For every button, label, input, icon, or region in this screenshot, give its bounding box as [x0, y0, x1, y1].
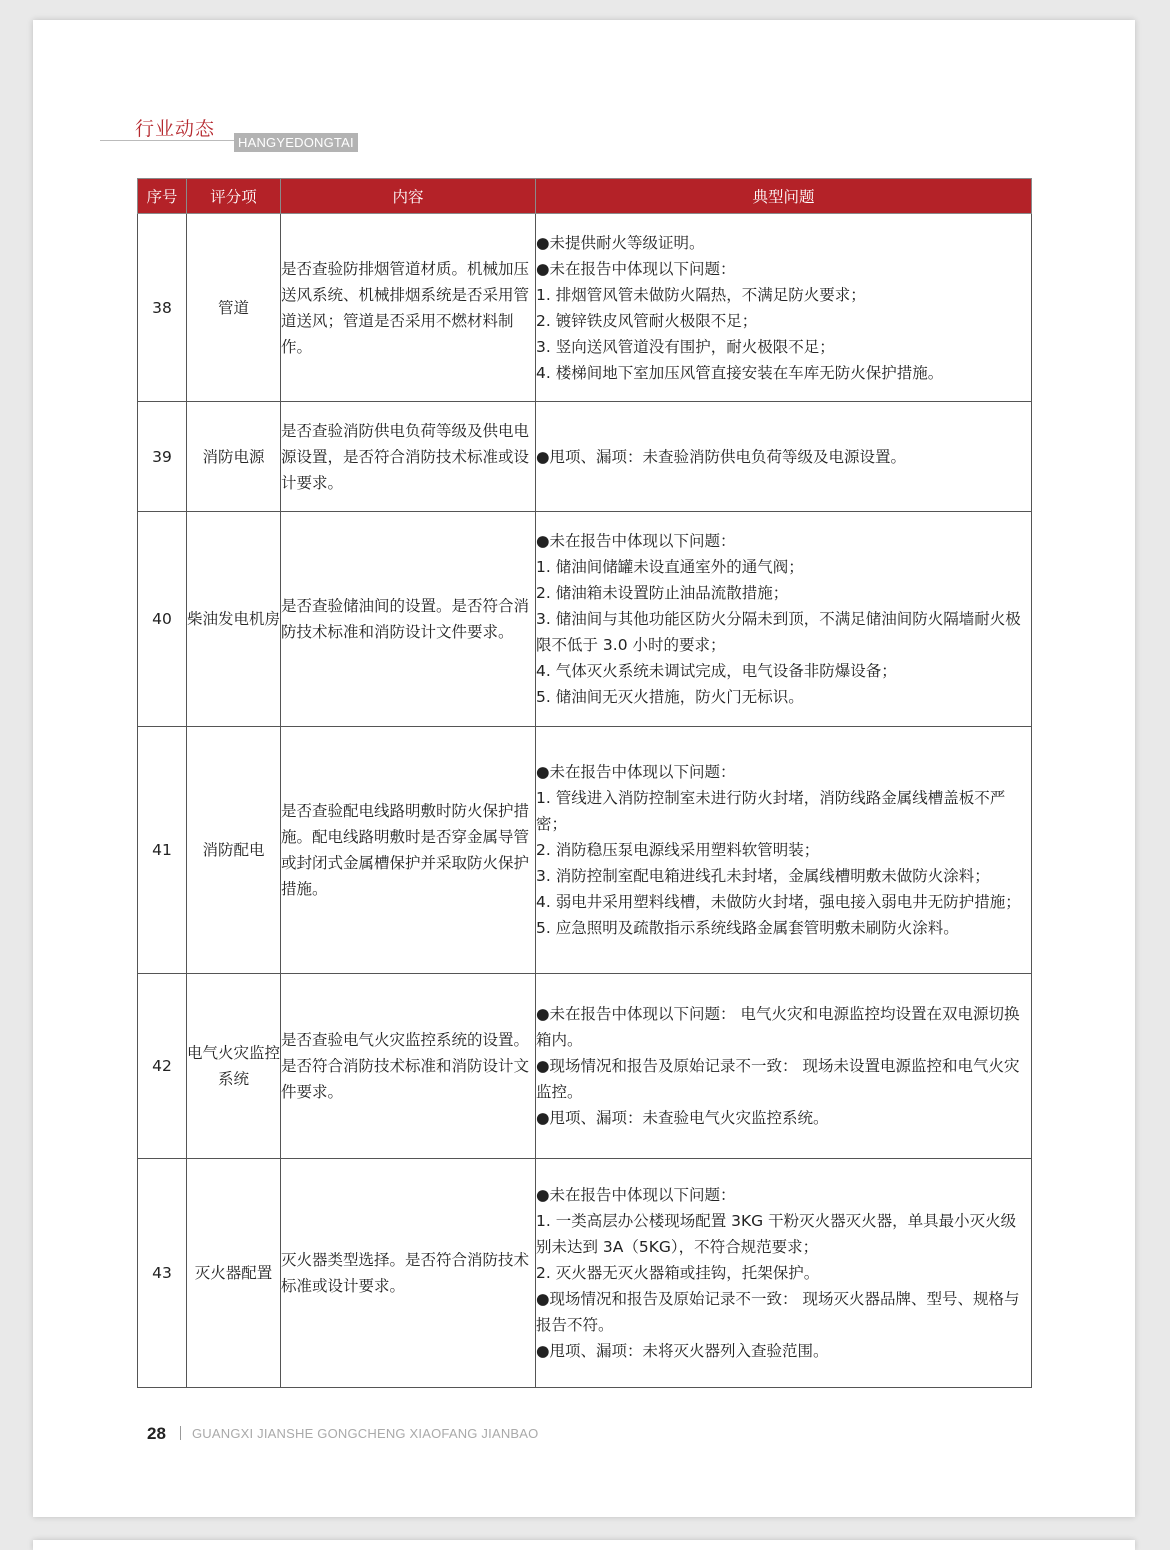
table-header-row [138, 179, 1032, 214]
row-number: 38 [138, 214, 187, 402]
issue-line: 1. 排烟管风管未做防火隔热，不满足防火要求； [536, 285, 866, 304]
issue-line: ●未提供耐火等级证明。 [536, 233, 705, 252]
row-number: 42 [138, 974, 187, 1159]
issue-line: ●未在报告中体现以下问题： 电气火灾和电源监控均设置在双电源切换箱内。 [536, 1005, 1020, 1049]
row-number: 40 [138, 512, 187, 727]
next-page-edge [33, 1540, 1135, 1550]
row-item: 柴油发电机房 [187, 512, 281, 727]
issue-line: ●未在报告中体现以下问题： [536, 763, 736, 781]
row-number: 41 [138, 727, 187, 974]
row-content: 是否查验防排烟管道材质。机械加压送风系统、机械排烟系统是否采用管道送风；管道是否采用不燃材料制作。 [281, 214, 536, 402]
row-number: 43 [138, 1159, 187, 1388]
row-item: 电气火灾监控系统 [187, 974, 281, 1159]
issue-line: ●甩项、漏项：未查验消防供电负荷等级及电源设置。 [536, 447, 907, 466]
issue-line: 4. 弱电井采用塑料线槽，未做防火封堵，强电接入弱电井无防护措施； [536, 893, 1021, 911]
row-issues [536, 974, 1032, 1159]
issue-line: 5. 应急照明及疏散指示系统线路金属套管明敷未刷防火涂料。 [536, 919, 959, 937]
section-title: 行业动态 [135, 118, 216, 140]
inspection-table [137, 178, 1032, 1388]
issue-line: 2. 镀锌铁皮风管耐火极限不足； [536, 311, 758, 330]
table-row [138, 727, 1032, 974]
table-row [138, 402, 1032, 512]
issue-line: 3. 消防控制室配电箱进线孔未封堵，金属线槽明敷未做防火涂料； [536, 867, 990, 885]
row-content: 是否查验储油间的设置。是否符合消防技术标准和消防设计文件要求。 [281, 512, 536, 727]
row-content: 是否查验消防供电负荷等级及供电电源设置，是否符合消防技术标准或设计要求。 [281, 402, 536, 512]
issue-line: 1. 一类高层办公楼现场配置 3KG 干粉灭火器灭火器，单具最小灭火级别未达到 3A（5KG），不符合规范要求； [536, 1212, 1017, 1256]
row-issues [536, 214, 1032, 402]
footer-divider [180, 1426, 181, 1440]
issue-line: ●未在报告中体现以下问题： [536, 532, 736, 550]
publication-name: GUANGXI JIANSHE GONGCHENG XIAOFANG JIANBAO [192, 1426, 539, 1441]
issue-line: ●甩项、漏项：未查验电气火灾监控系统。 [536, 1109, 829, 1127]
row-issues [536, 512, 1032, 727]
issue-line: 3. 竖向送风管道没有围护，耐火极限不足； [536, 337, 835, 356]
row-issues [536, 727, 1032, 974]
issue-line: ●未在报告中体现以下问题： [536, 1186, 736, 1204]
issue-line: 5. 储油间无灭火措施，防火门无标识。 [536, 688, 804, 706]
row-content: 是否查验配电线路明敷时防火保护措施。配电线路明敷时是否穿金属导管或封闭式金属槽保护并采取防火保护措施。 [281, 727, 536, 974]
table-row [138, 974, 1032, 1159]
issue-line: 4. 楼梯间地下室加压风管直接安装在车库无防火保护措施。 [536, 363, 944, 382]
table-row [138, 512, 1032, 727]
row-item: 消防配电 [187, 727, 281, 974]
issue-line: 2. 灭火器无灭火器箱或挂钩，托架保护。 [536, 1264, 820, 1282]
title-underline [100, 140, 235, 141]
row-number: 39 [138, 402, 187, 512]
row-issues [536, 402, 1032, 512]
issue-line: 3. 储油间与其他功能区防火分隔未到顶，不满足储油间防火隔墙耐火极限不低于 3.0 小时的要求； [536, 610, 1021, 654]
page-number: 28 [147, 1424, 166, 1443]
table-row [138, 1159, 1032, 1388]
row-item: 管道 [187, 214, 281, 402]
issue-line: 2. 消防稳压泵电源线采用塑料软管明装； [536, 841, 820, 859]
row-content: 灭火器类型选择。是否符合消防技术标准或设计要求。 [281, 1159, 536, 1388]
issue-line: 1. 管线进入消防控制室未进行防火封堵，消防线路金属线槽盖板不严密； [536, 789, 1006, 833]
row-content: 是否查验电气火灾监控系统的设置。是否符合消防技术标准和消防设计文件要求。 [281, 974, 536, 1159]
issue-line: ●现场情况和报告及原始记录不一致： 现场未设置电源监控和电气火灾监控。 [536, 1057, 1020, 1101]
row-issues [536, 1159, 1032, 1388]
table-row [138, 214, 1032, 402]
issue-line: 1. 储油间储罐未设直通室外的通气阀； [536, 558, 804, 576]
column-header-item: 评分项 [187, 179, 281, 214]
issue-line: 4. 气体灭火系统未调试完成，电气设备非防爆设备； [536, 662, 897, 680]
column-header-no: 序号 [138, 179, 187, 214]
column-header-issues: 典型问题 [536, 179, 1032, 214]
row-item: 消防电源 [187, 402, 281, 512]
section-subtitle: HANGYEDONGTAI [234, 133, 358, 152]
issue-line: ●现场情况和报告及原始记录不一致： 现场灭火器品牌、型号、规格与报告不符。 [536, 1290, 1020, 1334]
issue-line: ●未在报告中体现以下问题： [536, 259, 736, 278]
column-header-content: 内容 [281, 179, 536, 214]
issue-line: ●甩项、漏项：未将灭火器列入查验范围。 [536, 1342, 829, 1360]
row-item: 灭火器配置 [187, 1159, 281, 1388]
table-body [138, 214, 1032, 1388]
issue-line: 2. 储油箱未设置防止油品流散措施； [536, 584, 789, 602]
